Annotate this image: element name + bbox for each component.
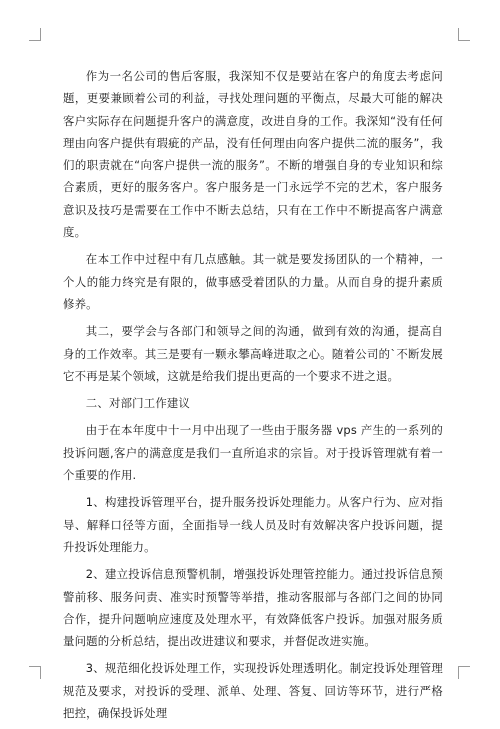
crop-mark-bottom-right xyxy=(458,666,470,667)
list-item: 2、建立投诉信息预警机制，增强投诉处理管控能力。通过投诉信息预警前移、服务问责、准实时预警等举措，推动客服部与各部门之间的协同合作，提升问题响应速度及处理水平，有效降低客户投诉。加强对服务质量问题的分析总结，提出改进建议和要求，并督促改进实施。 xyxy=(63,567,443,649)
crop-mark-top-left xyxy=(40,28,41,41)
crop-mark-bottom-right xyxy=(458,666,459,679)
crop-mark-top-right xyxy=(458,28,459,41)
section-heading: 二、对部门工作建议 xyxy=(85,396,191,411)
list-item: 1、构建投诉管理平台，提升服务投诉处理能力。从客户行为、应对指导、解释口径等方面，全面指导一线人员及时有效解决客户投诉问题，提升投诉处理能力。 xyxy=(63,495,443,554)
crop-mark-bottom-left xyxy=(40,666,41,679)
paragraph: 其二，要学会与各部门和领导之间的沟通，做到有效的沟通，提高自身的工作效率。其三是要有一颗永攀高峰进取之心。随着公司的`不断发展它不再是某个领域，这就是给我们提出更高的一个要求不进之退。 xyxy=(63,324,443,383)
paragraph: 作为一名公司的售后客服，我深知不仅是要站在客户的角度去考虑问题，更要兼顾着公司的利益，寻找处理问题的平衡点，尽最大可能的解决客户实际存在问题提升客户的满意度，改进自身的工作。我深知“没有任何理由向客户提供有瑕疵的产品，没有任何理由向客户提供二流的服务”，我们的职责就在“向客户提供一流的服务”。不断的增强自身的专业知识和综合素质，更好的服务客户。客户服务是一门永远学不完的艺术，客户服务意识及技巧是需要在工作中不断去总结，只有在工作中不断提高客户满意度。 xyxy=(63,69,443,240)
paragraph: 由于在本年度中十一月中出现了一些由于服务器 vps 产生的一系列的投诉问题,客户的满意度是我们一直所追求的宗旨。对于投诉管理就有着一个重要的作用. xyxy=(63,423,443,483)
paragraph: 在本工作中过程中有几点感触。其一就是要发扬团队的一个精神，一个人的能力终究是有限的，做事感受着团队的力量。从而自身的提升素质修养。 xyxy=(63,252,443,311)
document-body xyxy=(63,65,443,729)
list-item: 3、规范细化投诉处理工作，实现投诉处理透明化。制定投诉处理管理规范及要求，对投诉的受理、派单、处理、答复、回访等环节，进行严格把控，确保投诉处理 xyxy=(63,661,443,721)
crop-mark-top-right xyxy=(458,40,470,41)
